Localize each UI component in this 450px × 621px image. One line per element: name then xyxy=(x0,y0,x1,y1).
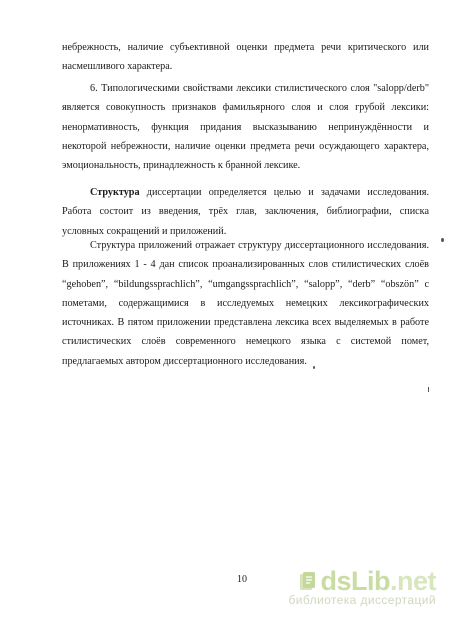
page-number: 10 xyxy=(237,574,247,585)
paragraph-text: Структура приложений отражает структуру диссертационного исследования. В приложениях 1 - 4 дан список проанализированных слов стилистических слоёв “gehoben”, “bildungssprachlich”, “umgangssprachlich”, “salopp”, “derb” “obszön” с пометами, содержащимися в исследуемых немецких лексикографических источниках. В пятом приложении представлена лексика всех выделяемых в работе стилистических слоёв современного немецкого языка с системой помет, предлагаемых автором диссертационного исследования. xyxy=(62,240,429,367)
dslib-watermark xyxy=(289,566,437,607)
scan-speck xyxy=(428,387,429,392)
scan-speck xyxy=(441,238,444,242)
scan-speck xyxy=(313,366,315,369)
book-icon xyxy=(298,571,318,593)
structure-heading-word: Структура xyxy=(90,187,140,198)
paragraph-continuation xyxy=(62,38,429,77)
logo-ds: ds xyxy=(320,566,351,596)
paragraph-structure xyxy=(62,183,429,241)
paragraph-text: 6. Типологическими свойствами лексики стилистического слоя "salopp/derb" является совокупность признаков фамильярного слоя и слоя грубой лексики: ненормативность, функция придания высказыванию непринуждённости и некоторой небрежности, наличие оценки предмета речи осуждающего характера, эмоциональность, принадлежность к бранной лексике. xyxy=(62,83,429,172)
paragraph-typological-properties xyxy=(62,79,429,175)
paragraph-text: небрежность, наличие субъективной оценки предмета речи критического или насмешливого характера. xyxy=(62,42,429,73)
watermark-subtitle: библиотека диссертаций xyxy=(288,593,436,607)
paragraph-text: диссертации определяется целью и задачами исследования. Работа состоит из введения, трёх глав, заключения, библиографии, списка условных сокращений и приложений. xyxy=(62,187,429,237)
logo-lib: Lib xyxy=(350,566,390,596)
logo-net: .net xyxy=(389,566,436,596)
paragraph-appendices xyxy=(62,236,429,371)
